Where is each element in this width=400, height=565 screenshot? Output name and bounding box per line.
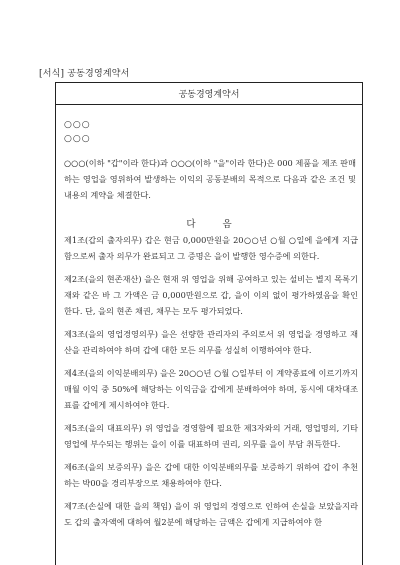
party-eul: ○○○	[64, 134, 91, 144]
article-6: 제6조(을의 보증의무) 을은 갑에 대한 이익분배의무를 보증하기 위하여 갑이 추천하는 박00을 경리부장으로 채용하여야 한다.	[64, 461, 358, 489]
document-title: 공동경영계약서	[178, 90, 240, 100]
contract-form-box	[55, 82, 363, 565]
preamble-paragraph: ○○○(이하 "갑"이라 한다)과 ○○○(이하 "을"이라 한다)은 000 제품을 제조 판매하는 영업을 영위하여 발생하는 이익의 공동분배의 목적으로 다음과 같은 조건 및 내용의 계약을 체결한다.	[64, 158, 356, 200]
article-5: 제5조(을의 대표의무) 위 영업을 경영함에 필요한 제3자와의 거래, 영업명의, 기타 영업에 부수되는 행위는 을이 이를 대표하며 권리, 의무를 을이 부담 취득한다.	[64, 423, 358, 450]
article-list	[64, 232, 358, 537]
article-4: 제4조(을의 이익분배의무) 을은 20○○년 ○월 ○일부터 이 계약종료에 이르기까지 매월 이익 중 50%에 해당하는 이익금을 갑에게 분배하여야 하며, 동시에 대차대조표를 갑에게 제시하여야 한다.	[64, 367, 358, 411]
article-1: 제1조(갑의 출자의무) 갑은 현금 0,000만원을 20○○년 ○월 ○일에 을에게 지급함으로써 출자 의무가 완료되고 그 증명은 을이 발행한 영수증에 의한다.	[64, 235, 358, 262]
form-caption: [서식] 공동경영계약서	[39, 69, 130, 79]
section-heading: 다 음	[186, 219, 244, 230]
article-2: 제2조(을의 현존재산) 을은 현재 위 영업을 위해 공여하고 있는 설비는 별지 목록기재와 같은 바 그 가액은 금 0,000만원으로 갑, 을이 이의 없이 평가하였음을 확인한다. 단, 을의 현존 채권, 채무는 모두 평가되었다.	[64, 273, 358, 317]
party-gap: ○○○	[64, 120, 91, 130]
title-divider	[56, 104, 362, 105]
article-3: 제3조(을의 영업경영의무) 을은 선량한 관리자의 주의로서 위 영업을 경영하고 재산을 관리하여야 하며 갑에 대한 모든 의무를 성실히 이행하여야 한다.	[64, 329, 358, 356]
article-7: 제7조(손실에 대한 을의 책임) 을이 위 영업의 경영으로 인하여 손실을 보았을지라도 갑의 출자액에 대하여 월2분에 해당하는 금액은 갑에게 지급하여야 한	[64, 500, 358, 528]
